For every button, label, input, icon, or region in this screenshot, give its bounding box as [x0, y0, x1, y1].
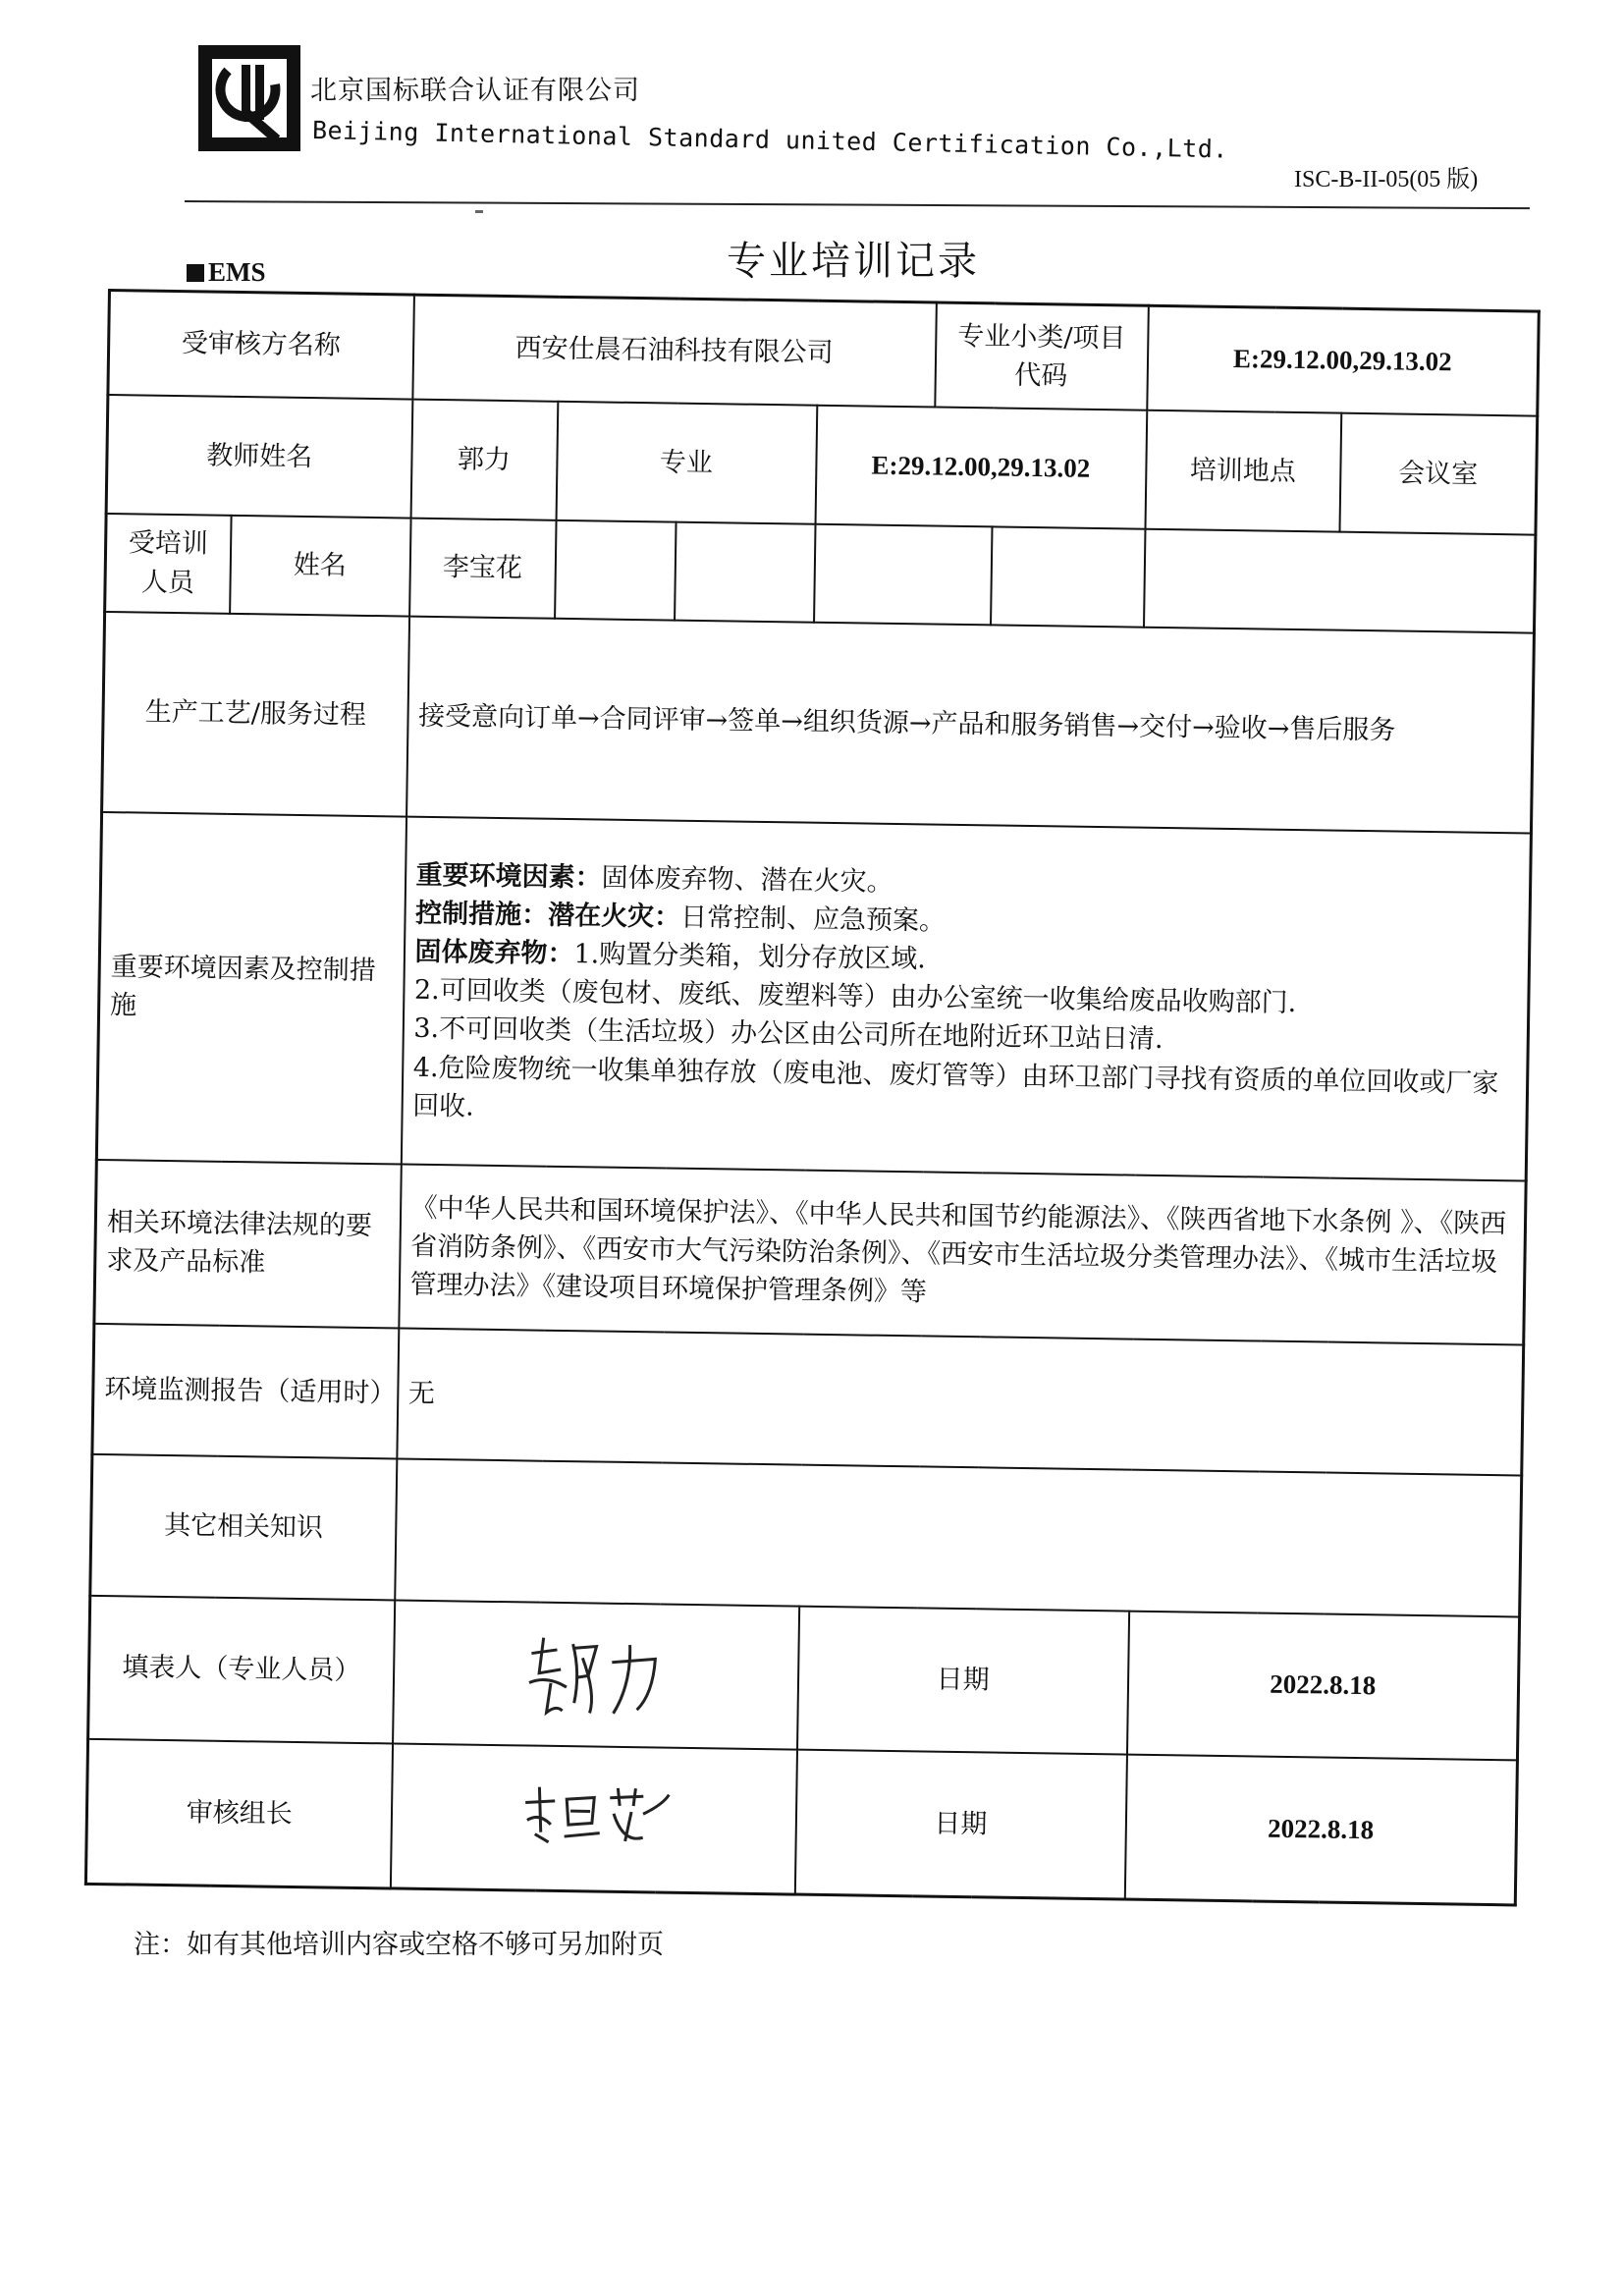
monitor-label: 环境监测报告（适用时） [92, 1324, 399, 1459]
filler-label: 填表人（专业人员） [88, 1596, 395, 1743]
trainee-name-6 [1144, 528, 1536, 632]
laws-label: 相关环境法律法规的要求及产品标准 [94, 1160, 401, 1328]
document-title: 专业培训记录 [727, 239, 980, 284]
row-teacher [106, 395, 1538, 534]
row-other [90, 1454, 1522, 1616]
trainee-label: 受培训人员 [105, 514, 231, 614]
row-environment [96, 812, 1531, 1181]
other-value [395, 1458, 1522, 1616]
document-code: ISC-B-II-05(05 版) [1294, 167, 1479, 192]
leader-label: 审核组长 [85, 1738, 392, 1888]
env-factors-text: 固体废弃物、潜在火灾。 [601, 862, 893, 898]
system-tag-text: EMS [208, 257, 266, 287]
row-filler [88, 1596, 1520, 1760]
row-leader [85, 1738, 1517, 1905]
filler-date-label: 日期 [797, 1606, 1129, 1754]
company-name-cn: 北京国标联合认证有限公司 [310, 76, 640, 106]
audited-party-value: 西安仕晨石油科技有限公司 [412, 295, 937, 407]
filler-signature-handwriting [516, 1613, 676, 1723]
trainee-name-2 [555, 519, 676, 620]
fire-text: 日常控制、应急预案。 [679, 902, 947, 937]
solid-item-2: 2.可回收类（废包材、废纸、废塑料等）由办公室统一收集给废品收购部门. [413, 974, 1297, 1019]
category-label: 专业小类/项目代码 [935, 302, 1149, 410]
specialty-value: E:29.12.00,29.13.02 [815, 405, 1147, 528]
control-title: 控制措施： [414, 898, 549, 931]
audited-party-label: 受审核方名称 [108, 291, 414, 400]
env-factors-title: 重要环境因素： [415, 859, 602, 894]
trainee-name-label: 姓名 [230, 515, 410, 616]
company-logo-icon [198, 45, 300, 151]
leader-signature [390, 1743, 796, 1894]
location-label: 培训地点 [1145, 410, 1341, 531]
solid-item-1: 1.购置分类箱，划分存放区域. [573, 939, 927, 975]
scan-mark [475, 210, 483, 213]
leader-date-value: 2022.8.18 [1124, 1754, 1517, 1905]
filler-signature [393, 1600, 799, 1749]
location-value: 会议室 [1339, 412, 1538, 534]
solid-title: 固体废弃物： [414, 936, 574, 970]
teacher-label: 教师姓名 [106, 395, 412, 518]
form-table [84, 289, 1541, 1906]
trainee-name-3 [675, 521, 815, 622]
filler-date-value: 2022.8.18 [1126, 1611, 1519, 1760]
teacher-value: 郭力 [410, 399, 558, 519]
fire-title: 潜在火灾： [547, 900, 681, 933]
system-tag [187, 257, 266, 288]
solid-item-3: 3.不可回收类（生活垃圾）办公区由公司所在地附近环卫站日清. [413, 1013, 1164, 1056]
env-content [401, 816, 1531, 1180]
row-process [102, 612, 1535, 834]
row-monitor [92, 1324, 1524, 1476]
trainee-name-5 [991, 526, 1145, 627]
env-label: 重要环境因素及控制措施 [96, 812, 406, 1165]
company-name-en: Beijing International Standard united Certification Co.,Ltd. [311, 116, 1229, 164]
trainee-name-1: 李宝花 [409, 518, 556, 618]
footer-note: 注：如有其他培训内容或空格不够可另加附页 [134, 1930, 664, 1960]
laws-value: 《中华人民共和国环境保护法》、《中华人民共和国节约能源法》、《陕西省地下水条例 》、《陕西省消防条例》、《西安市大气污染防治条例》、《西安市生活垃圾分类管理办法》、《城市生活垃圾管理办法》《建设项目环境保护管理条例》等 [399, 1164, 1526, 1344]
specialty-label: 专业 [556, 402, 817, 524]
other-label: 其它相关知识 [90, 1454, 397, 1600]
category-value: E:29.12.00,29.13.02 [1147, 305, 1540, 415]
solid-item-4: 4.危险废物统一收集单独存放（废电池、废灯管等）由环卫部门寻找有资质的单位回收或厂家回收. [411, 1052, 1499, 1122]
trainee-name-4 [814, 523, 992, 625]
training-record-form [84, 289, 1538, 1906]
leader-date-label: 日期 [794, 1749, 1126, 1899]
leader-signature-handwriting [514, 1773, 673, 1853]
process-label: 生产工艺/服务过程 [102, 612, 409, 817]
square-bullet-icon [187, 264, 204, 282]
process-value: 接受意向订单→合同评审→签单→组织货源→产品和服务销售→交付→验收→售后服务 [406, 616, 1535, 833]
monitor-value: 无 [397, 1328, 1524, 1475]
header-divider [185, 200, 1530, 209]
row-laws [94, 1160, 1526, 1344]
